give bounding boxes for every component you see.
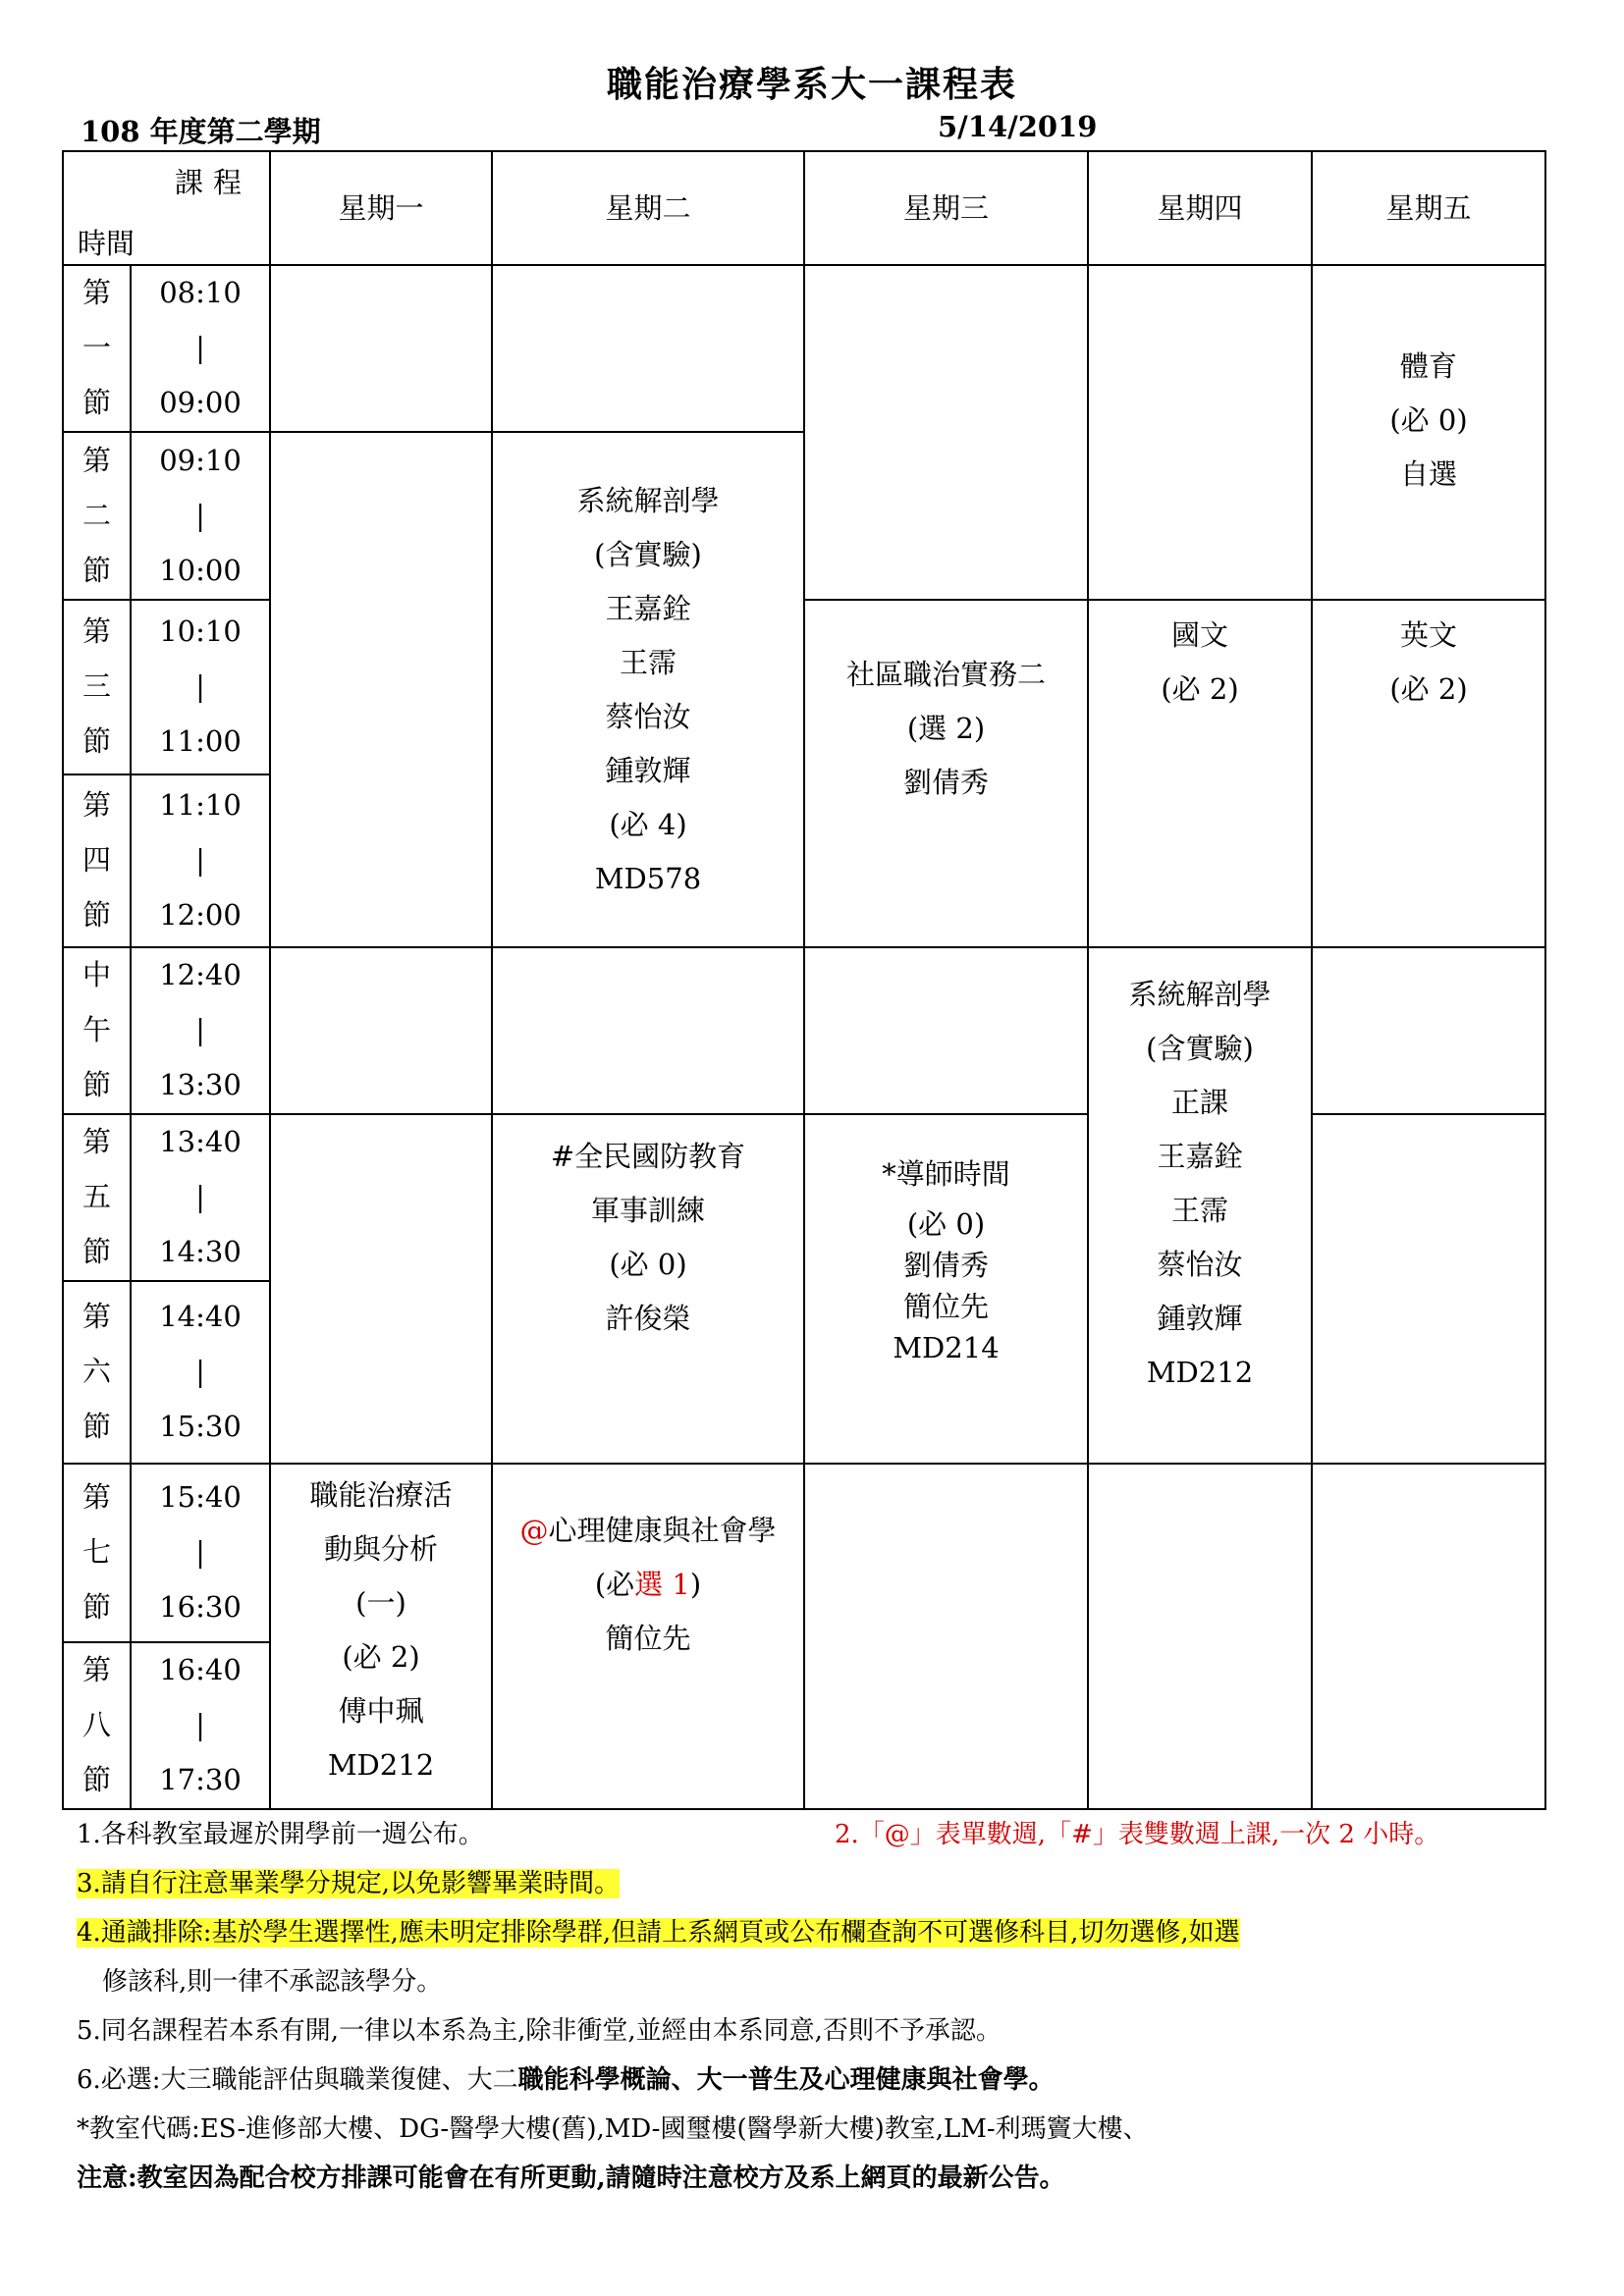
empty-cell [1312, 947, 1545, 1114]
course-wed-mentor: *導師時間 (必 0) 劉倩秀 簡位先 MD214 [804, 1114, 1088, 1464]
period-time: 10:10 | 11:00 [131, 600, 270, 774]
period-label: 第 八 節 [63, 1642, 131, 1809]
page-title: 職能治療學系大一課程表 [606, 64, 1017, 105]
day-header-fri: 星期五 [1312, 151, 1545, 265]
period-time: 11:10 | 12:00 [131, 774, 270, 947]
note-1: 1.各科教室最遲於開學前一週公布。 [77, 1820, 484, 1849]
empty-cell [1312, 1464, 1545, 1809]
course-tue-mental: @心理健康與社會學 (必選 1) 簡位先 [492, 1464, 804, 1809]
course-wed-community: 社區職治實務二 (選 2) 劉倩秀 [804, 600, 1088, 947]
empty-cell [270, 1114, 492, 1464]
course-mon-activity: 職能治療活 動與分析 (一) (必 2) 傅中珮 MD212 [270, 1464, 492, 1809]
period-label: 第 七 節 [63, 1464, 131, 1642]
empty-cell [804, 947, 1088, 1114]
note-classroom-codes: *教室代碼:ES-進修部大樓、DG-醫學大樓(舊),MD-國璽樓(醫學新大樓)教室,LM-利瑪竇大樓、 [77, 2114, 1149, 2144]
period-label: 第 六 節 [63, 1281, 131, 1464]
period-time: 16:40 | 17:30 [131, 1642, 270, 1809]
single-week-mark: @ [519, 1514, 549, 1547]
corner-header [63, 151, 270, 265]
day-header-thu: 星期四 [1088, 151, 1312, 265]
schedule-table [62, 150, 1546, 1810]
period-time: 15:40 | 16:30 [131, 1464, 270, 1642]
day-header-mon: 星期一 [270, 151, 492, 265]
period-time: 09:10 | 10:00 [131, 432, 270, 600]
empty-cell [270, 432, 492, 947]
day-header-wed: 星期三 [804, 151, 1088, 265]
period-label: 第 二 節 [63, 432, 131, 600]
empty-cell [1312, 1114, 1545, 1464]
empty-cell [492, 947, 804, 1114]
course-thu-chinese: 國文 (必 2) [1088, 600, 1312, 947]
note-2: 2.「@」表單數週,「#」表雙數週上課,一次 2 小時。 [835, 1820, 1440, 1849]
empty-cell [804, 1464, 1088, 1809]
note-attention: 注意:教室因為配合校方排課可能會在有所更動,請隨時注意校方及系上網頁的最新公告。 [77, 2163, 1065, 2193]
note-6: 6.必選:大三職能評估與職業復健、大二職能科學概論、大一普生及心理健康與社會學。 [77, 2065, 1055, 2095]
note-4-cont: 修該科,則一律不承認該學分。 [102, 1967, 443, 1997]
course-fri-english: 英文 (必 2) [1312, 600, 1545, 947]
period-time: 13:40 | 14:30 [131, 1114, 270, 1281]
course-thu-anatomy: 系統解剖學 (含實驗) 正課 王嘉銓 王霈 蔡怡汝 鍾敦輝 MD212 [1088, 947, 1312, 1464]
note-5: 5.同名課程若本系有開,一律以本系為主,除非衝堂,並經由本系同意,否則不予承認。 [77, 2016, 1001, 2046]
empty-cell [270, 265, 492, 432]
note-3: 3.請自行注意畢業學分規定,以免影響畢業時間。 [77, 1869, 621, 1898]
course-tue-defense: #全民國防教育 軍事訓練 (必 0) 許俊榮 [492, 1114, 804, 1464]
day-header-tue: 星期二 [492, 151, 804, 265]
period-time: 08:10 | 09:00 [131, 265, 270, 432]
period-label: 第 五 節 [63, 1114, 131, 1281]
term-label: 108 年度第二學期 [81, 115, 321, 148]
empty-cell [1088, 265, 1312, 600]
corner-time-label: 時間 [78, 227, 135, 260]
empty-cell [804, 265, 1088, 600]
period-label: 第 四 節 [63, 774, 131, 947]
empty-cell [492, 265, 804, 432]
course-fri-pe: 體育 (必 0) 自選 [1312, 265, 1545, 600]
period-label: 第 一 節 [63, 265, 131, 432]
period-time: 14:40 | 15:30 [131, 1281, 270, 1464]
empty-cell [270, 947, 492, 1114]
date-label: 5/14/2019 [938, 110, 1098, 143]
period-label: 第 三 節 [63, 600, 131, 774]
period-time: 12:40 | 13:30 [131, 947, 270, 1114]
period-label: 中 午 節 [63, 947, 131, 1114]
corner-course-label: 課程 [174, 166, 251, 199]
note-4: 4.通識排除:基於學生選擇性,應未明定排除學群,但請上系網頁或公布欄查詢不可選修科目,切勿選修,如選 [77, 1918, 1240, 1948]
empty-cell [1088, 1464, 1312, 1809]
course-tue-anatomy: 系統解剖學 (含實驗) 王嘉銓 王霈 蔡怡汝 鍾敦輝 (必 4) MD578 [492, 432, 804, 947]
